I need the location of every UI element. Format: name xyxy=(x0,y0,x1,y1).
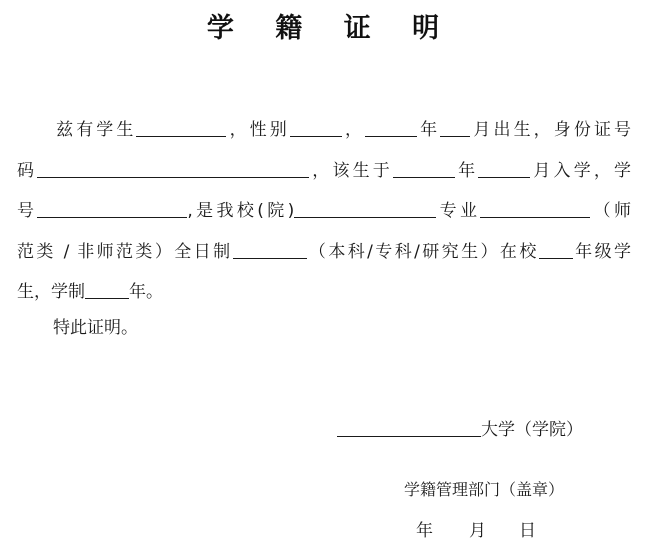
text-enroll-label: ，该生于 xyxy=(309,160,393,181)
gender-blank[interactable] xyxy=(290,118,342,137)
date-year: 年 xyxy=(416,521,433,541)
text-grade-label: 年级学 xyxy=(572,241,631,262)
certificate-body xyxy=(17,110,631,313)
university-name-blank[interactable] xyxy=(337,418,481,437)
fulltime-blank[interactable] xyxy=(233,240,307,259)
closing-text: 特此证明。 xyxy=(53,318,138,338)
text-student-intro: 兹有学生 xyxy=(53,120,137,140)
signature-date xyxy=(416,516,536,541)
text-program-length: 生，学制 xyxy=(17,282,85,302)
major-blank[interactable] xyxy=(480,199,590,218)
university-signature-line xyxy=(337,415,583,440)
text-normal-open: （师 xyxy=(590,201,632,221)
text-comma: ， xyxy=(341,120,366,140)
enroll-year-blank[interactable] xyxy=(393,159,455,178)
id-number-blank[interactable] xyxy=(37,159,309,178)
text-year-2: 年 xyxy=(454,160,479,181)
text-birth-id-label: 月出生，身份证号 xyxy=(470,120,632,140)
text-normal-type: 范类 / 非师范类）全日制 xyxy=(17,241,233,262)
text-enroll-month: 月入学，学 xyxy=(530,160,632,181)
text-hao: 号 xyxy=(17,201,38,221)
text-year: 年 xyxy=(417,120,441,140)
department-seal: 学籍管理部门（盖章） xyxy=(404,480,565,499)
text-ma: 码 xyxy=(17,160,38,181)
program-years-blank[interactable] xyxy=(85,280,129,299)
date-day: 日 xyxy=(519,521,536,541)
body-line-4 xyxy=(17,232,631,273)
birth-year-blank[interactable] xyxy=(365,118,417,137)
date-month: 月 xyxy=(469,521,486,541)
body-line-2 xyxy=(17,151,631,192)
text-degree-type: （本科/专科/研究生）在校 xyxy=(306,241,539,262)
text-major-label: 专业 xyxy=(436,201,481,221)
text-school-label: ,是我校(院) xyxy=(187,201,295,221)
body-line-5 xyxy=(17,272,631,313)
grade-blank[interactable] xyxy=(539,240,573,259)
text-year-end: 年。 xyxy=(129,282,163,302)
student-id-blank[interactable] xyxy=(37,199,187,218)
body-line-3 xyxy=(17,191,631,232)
text-gender-label: ，性别 xyxy=(226,120,290,140)
student-name-blank[interactable] xyxy=(136,118,226,137)
school-blank[interactable] xyxy=(294,199,436,218)
body-line-1 xyxy=(17,110,631,151)
enroll-month-blank[interactable] xyxy=(478,159,530,178)
university-suffix: 大学（学院） xyxy=(481,420,583,440)
document-title: 学 籍 证 明 xyxy=(206,13,456,44)
birth-month-blank[interactable] xyxy=(440,118,470,137)
